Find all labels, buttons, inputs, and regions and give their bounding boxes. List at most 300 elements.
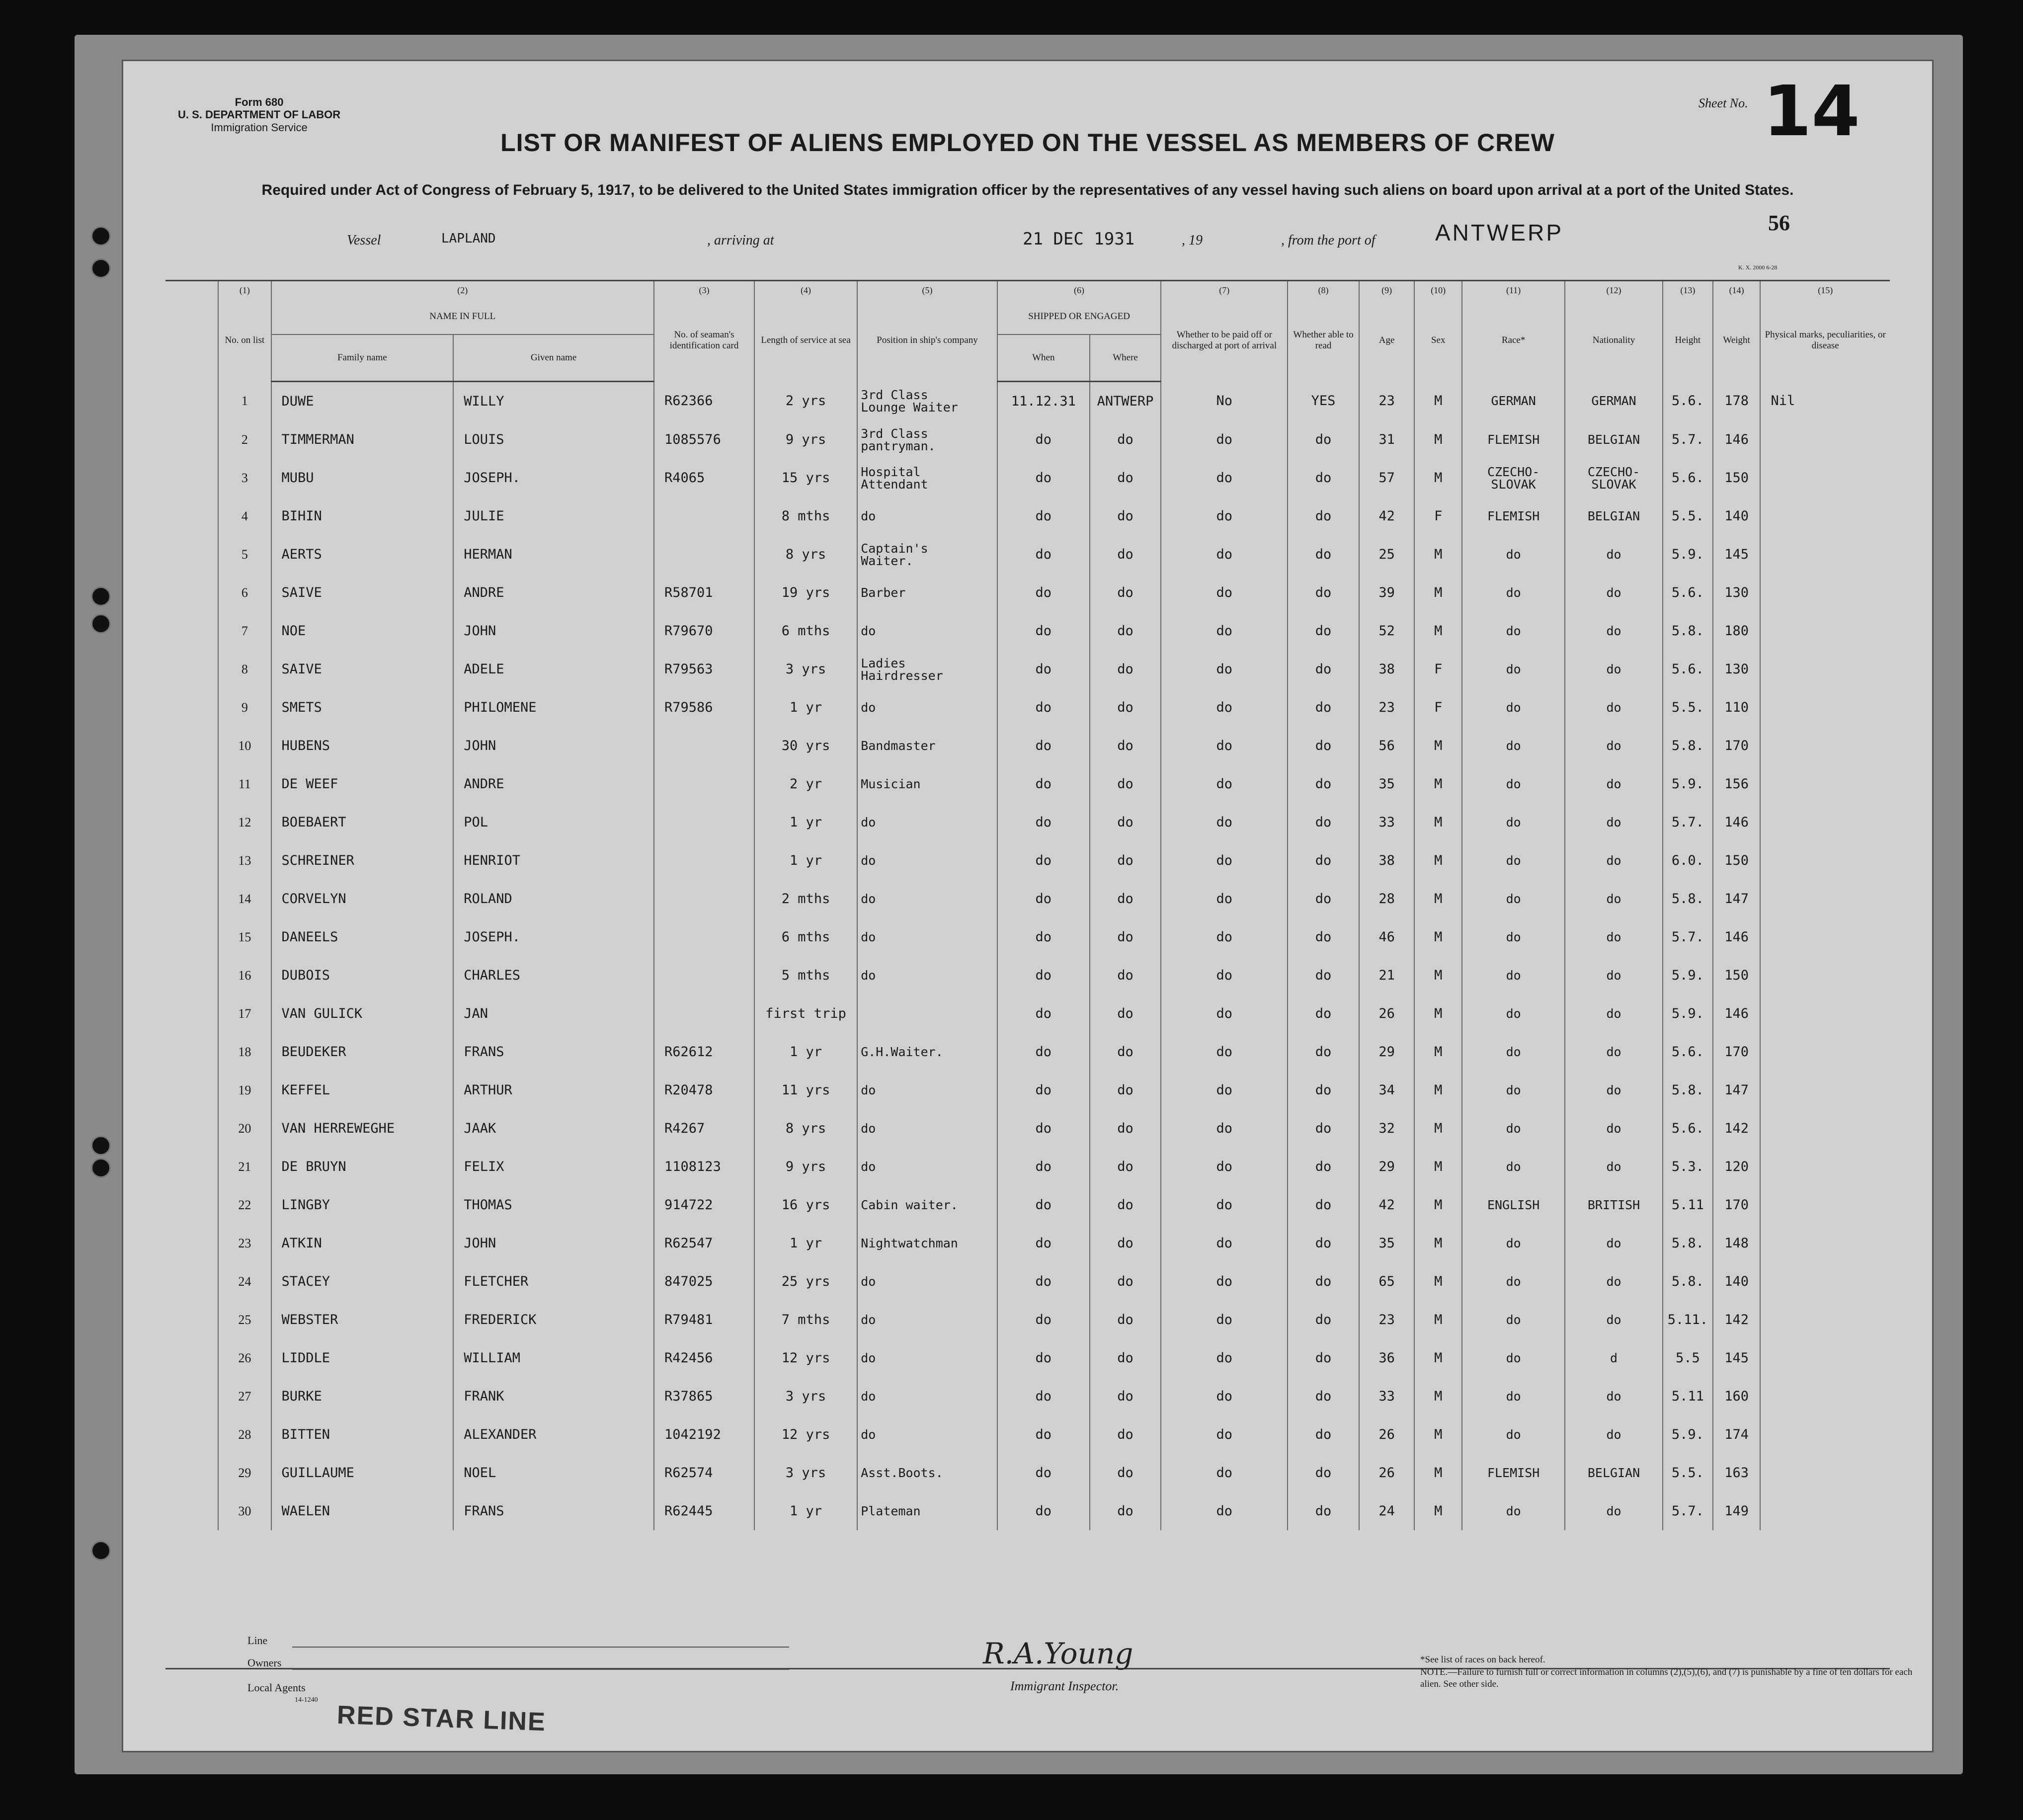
cell-read: do (1288, 1109, 1359, 1148)
cell-paid: do (1161, 574, 1288, 612)
cell-when: do (997, 918, 1090, 956)
cell-weight: 170 (1713, 1033, 1761, 1071)
races-note: *See list of races on back hereof. (1420, 1655, 1545, 1665)
cell-age: 31 (1359, 420, 1415, 459)
cell-service: first trip (754, 994, 857, 1033)
cell-nationality: do (1565, 841, 1663, 880)
cell-marks (1760, 1148, 1890, 1186)
header-nationality: Nationality (1565, 299, 1663, 382)
cell-paid: do (1161, 1415, 1288, 1454)
table-row (165, 956, 1890, 994)
table-row (165, 1186, 1890, 1224)
cell-position: Musician (857, 765, 997, 803)
cell-no: 3 (218, 459, 271, 497)
cell-race: do (1462, 1301, 1565, 1339)
cell-marks (1760, 420, 1890, 459)
col-number: (6) (997, 281, 1161, 299)
cell-age: 34 (1359, 1071, 1415, 1109)
cell-marks (1760, 918, 1890, 956)
cell-no: 20 (218, 1109, 271, 1148)
cell-marks (1760, 497, 1890, 535)
cell-nationality: do (1565, 994, 1663, 1033)
cell-weight: 180 (1713, 612, 1761, 650)
cell-weight: 146 (1713, 803, 1761, 841)
cell-family: CORVELYN (271, 880, 454, 918)
cell-paid: do (1161, 1454, 1288, 1492)
cell-age: 38 (1359, 841, 1415, 880)
cell-marks (1760, 994, 1890, 1033)
cell-age: 26 (1359, 1415, 1415, 1454)
cell-nationality: do (1565, 727, 1663, 765)
cell-no: 1 (218, 382, 271, 421)
margin-cell (165, 956, 218, 994)
cell-service: 1 yr (754, 803, 857, 841)
cell-read: do (1288, 459, 1359, 497)
cell-nationality: do (1565, 1033, 1663, 1071)
table-row (165, 612, 1890, 650)
cell-age: 25 (1359, 535, 1415, 574)
cell-height: 5.8. (1663, 1224, 1713, 1262)
cell-no: 23 (218, 1224, 271, 1262)
cell-read: do (1288, 1339, 1359, 1377)
cell-service: 19 yrs (754, 574, 857, 612)
cell-weight: 148 (1713, 1224, 1761, 1262)
cell-given: JULIE (453, 497, 654, 535)
col-number: (7) (1161, 281, 1288, 299)
cell-marks (1760, 765, 1890, 803)
cell-when: do (997, 1262, 1090, 1301)
cell-given: HERMAN (453, 535, 654, 574)
cell-paid: do (1161, 1186, 1288, 1224)
cell-read: do (1288, 1186, 1359, 1224)
header-family-name: Family name (271, 334, 454, 382)
cell-paid: do (1161, 612, 1288, 650)
cell-card: R62574 (654, 1454, 754, 1492)
table-row (165, 1033, 1890, 1071)
cell-paid: do (1161, 880, 1288, 918)
cell-service: 1 yr (754, 688, 857, 727)
cell-weight: 146 (1713, 918, 1761, 956)
cell-position: Captain's Waiter. (857, 535, 997, 574)
cell-when: do (997, 765, 1090, 803)
cell-sex: M (1414, 1339, 1462, 1377)
table-row (165, 382, 1890, 421)
cell-sex: M (1414, 574, 1462, 612)
table-row (165, 1071, 1890, 1109)
cell-service: 9 yrs (754, 1148, 857, 1186)
cell-weight: 147 (1713, 1071, 1761, 1109)
margin-cell (165, 1339, 218, 1377)
cell-card: R79670 (654, 612, 754, 650)
vessel-name: LAPLAND (441, 231, 496, 246)
cell-weight: 150 (1713, 956, 1761, 994)
cell-no: 7 (218, 612, 271, 650)
cell-read: do (1288, 535, 1359, 574)
cell-age: 38 (1359, 650, 1415, 688)
cell-card: R79586 (654, 688, 754, 727)
cell-given: FLETCHER (453, 1262, 654, 1301)
cell-card: R79481 (654, 1301, 754, 1339)
header-name-in-full: NAME IN FULL (271, 299, 654, 334)
cell-no: 10 (218, 727, 271, 765)
cell-no: 8 (218, 650, 271, 688)
cell-given: JOHN (453, 1224, 654, 1262)
cell-paid: do (1161, 956, 1288, 994)
cell-where: do (1090, 1262, 1161, 1301)
cell-card: 1042192 (654, 1415, 754, 1454)
cell-where: do (1090, 1454, 1161, 1492)
margin-cell (165, 1071, 218, 1109)
cell-family: SAIVE (271, 650, 454, 688)
cell-given: LOUIS (453, 420, 654, 459)
inspector-label: Immigrant Inspector. (1010, 1679, 1119, 1693)
table-row (165, 765, 1890, 803)
cell-when: do (997, 1339, 1090, 1377)
cell-race: do (1462, 1377, 1565, 1415)
cell-card (654, 880, 754, 918)
company-stamp: RED STAR LINE (336, 1700, 547, 1737)
col-number: (3) (654, 281, 754, 299)
cell-weight: 150 (1713, 841, 1761, 880)
column-header-row (165, 299, 1890, 334)
cell-service: 1 yr (754, 1224, 857, 1262)
cell-nationality: do (1565, 1415, 1663, 1454)
cell-given: JOSEPH. (453, 918, 654, 956)
cell-height: 5.6. (1663, 1109, 1713, 1148)
cell-age: 35 (1359, 1224, 1415, 1262)
cell-family: STACEY (271, 1262, 454, 1301)
cell-age: 29 (1359, 1148, 1415, 1186)
cell-weight: 146 (1713, 420, 1761, 459)
cell-card: 1108123 (654, 1148, 754, 1186)
cell-when: do (997, 420, 1090, 459)
cell-given: PHILOMENE (453, 688, 654, 727)
cell-paid: do (1161, 1071, 1288, 1109)
vessel-label: Vessel (347, 233, 381, 248)
cell-given: FELIX (453, 1148, 654, 1186)
margin-cell (165, 574, 218, 612)
cell-paid: do (1161, 1033, 1288, 1071)
cell-sex: M (1414, 1109, 1462, 1148)
cell-nationality: do (1565, 880, 1663, 918)
cell-when: do (997, 1071, 1090, 1109)
cell-given: JOHN (453, 727, 654, 765)
cell-weight: 170 (1713, 1186, 1761, 1224)
cell-service: 6 mths (754, 918, 857, 956)
cell-race: do (1462, 1148, 1565, 1186)
arriving-label: , arriving at (707, 233, 774, 248)
cell-paid: do (1161, 727, 1288, 765)
cell-given: POL (453, 803, 654, 841)
col-number: (9) (1359, 281, 1415, 299)
cell-where: do (1090, 1071, 1161, 1109)
cell-marks (1760, 1071, 1890, 1109)
cell-read: do (1288, 880, 1359, 918)
cell-card (654, 803, 754, 841)
cell-nationality: do (1565, 803, 1663, 841)
cell-read: do (1288, 1224, 1359, 1262)
cell-height: 5.9. (1663, 994, 1713, 1033)
margin-cell (165, 1454, 218, 1492)
cell-where: do (1090, 1339, 1161, 1377)
cell-weight: 120 (1713, 1148, 1761, 1186)
header-race: Race* (1462, 299, 1565, 382)
col-number: (11) (1462, 281, 1565, 299)
cell-read: do (1288, 1415, 1359, 1454)
cell-sex: M (1414, 727, 1462, 765)
cell-service: 1 yr (754, 1033, 857, 1071)
header-sex: Sex (1414, 299, 1462, 382)
cell-when: do (997, 1492, 1090, 1530)
cell-paid: do (1161, 1224, 1288, 1262)
cell-race: FLEMISH (1462, 497, 1565, 535)
cell-family: SMETS (271, 688, 454, 727)
cell-position: do (857, 1071, 997, 1109)
cell-when: do (997, 841, 1090, 880)
cell-no: 9 (218, 688, 271, 727)
cell-race: FLEMISH (1462, 1454, 1565, 1492)
cell-nationality: BELGIAN (1565, 420, 1663, 459)
cell-nationality: do (1565, 1071, 1663, 1109)
cell-read: do (1288, 420, 1359, 459)
cell-where: do (1090, 1033, 1161, 1071)
cell-sex: M (1414, 535, 1462, 574)
cell-nationality: do (1565, 612, 1663, 650)
cell-when: do (997, 1186, 1090, 1224)
cell-card (654, 497, 754, 535)
cell-weight: 140 (1713, 1262, 1761, 1301)
cell-family: ATKIN (271, 1224, 454, 1262)
cell-paid: do (1161, 1492, 1288, 1530)
cell-card: R42456 (654, 1339, 754, 1377)
cell-marks (1760, 880, 1890, 918)
cell-marks (1760, 1109, 1890, 1148)
cell-nationality: GERMAN (1565, 382, 1663, 421)
margin-cell (165, 765, 218, 803)
cell-family: TIMMERMAN (271, 420, 454, 459)
cell-where: do (1090, 497, 1161, 535)
cell-family: LIDDLE (271, 1339, 454, 1377)
cell-service: 1 yr (754, 1492, 857, 1530)
cell-where: do (1090, 727, 1161, 765)
table-row (165, 497, 1890, 535)
cell-height: 5.5. (1663, 688, 1713, 727)
cell-position: Asst.Boots. (857, 1454, 997, 1492)
cell-marks (1760, 459, 1890, 497)
cell-family: BURKE (271, 1377, 454, 1415)
cell-position: Nightwatchman (857, 1224, 997, 1262)
cell-race: FLEMISH (1462, 420, 1565, 459)
margin-cell (165, 420, 218, 459)
table-row (165, 1262, 1890, 1301)
cell-age: 24 (1359, 1492, 1415, 1530)
cell-paid: do (1161, 688, 1288, 727)
cell-weight: 146 (1713, 994, 1761, 1033)
table-row (165, 1301, 1890, 1339)
cell-position: do (857, 880, 997, 918)
header-where: Where (1090, 334, 1161, 382)
header-given-name: Given name (453, 334, 654, 382)
cell-height: 5.8. (1663, 880, 1713, 918)
cell-height: 5.9. (1663, 1415, 1713, 1454)
cell-no: 13 (218, 841, 271, 880)
header-physical-marks: Physical marks, peculiarities, or disease (1760, 299, 1890, 382)
cell-position: do (857, 841, 997, 880)
cell-race: do (1462, 1262, 1565, 1301)
cell-marks (1760, 650, 1890, 688)
margin-cell (165, 1415, 218, 1454)
cell-weight: 150 (1713, 459, 1761, 497)
cell-position: 3rd Class pantryman. (857, 420, 997, 459)
cell-family: LINGBY (271, 1186, 454, 1224)
cell-position: do (857, 1301, 997, 1339)
page-title: LIST OR MANIFEST OF ALIENS EMPLOYED ON THE VESSEL AS MEMBERS OF CREW (500, 129, 1555, 157)
cell-family: DE WEEF (271, 765, 454, 803)
cell-when: do (997, 1033, 1090, 1071)
cell-card (654, 994, 754, 1033)
cell-age: 26 (1359, 1454, 1415, 1492)
cell-service: 15 yrs (754, 459, 857, 497)
cell-weight: 156 (1713, 765, 1761, 803)
cell-paid: do (1161, 803, 1288, 841)
cell-service: 1 yr (754, 841, 857, 880)
cell-family: SCHREINER (271, 841, 454, 880)
table-row (165, 1339, 1890, 1377)
cell-when: do (997, 1377, 1090, 1415)
cell-where: do (1090, 1377, 1161, 1415)
cell-given: JOSEPH. (453, 459, 654, 497)
cell-read: do (1288, 1148, 1359, 1186)
page-number: 56 (1768, 211, 1790, 235)
cell-where: do (1090, 841, 1161, 880)
margin-cell (165, 1033, 218, 1071)
col-number: (10) (1414, 281, 1462, 299)
cell-when: do (997, 535, 1090, 574)
cell-position: do (857, 803, 997, 841)
cell-no: 15 (218, 918, 271, 956)
margin-cell (165, 1186, 218, 1224)
cell-given: WILLIAM (453, 1339, 654, 1377)
cell-marks (1760, 612, 1890, 650)
cell-given: FRANS (453, 1033, 654, 1071)
cell-read: do (1288, 1492, 1359, 1530)
cell-family: WAELEN (271, 1492, 454, 1530)
cell-marks (1760, 841, 1890, 880)
cell-no: 26 (218, 1339, 271, 1377)
cell-where: do (1090, 1415, 1161, 1454)
cell-position: Plateman (857, 1492, 997, 1530)
col-number: (5) (857, 281, 997, 299)
header-able-read: Whether able to read (1288, 299, 1359, 382)
cell-family: SAIVE (271, 574, 454, 612)
cell-position: 3rd Class Lounge Waiter (857, 382, 997, 421)
cell-nationality: do (1565, 1148, 1663, 1186)
binder-hole (91, 226, 111, 246)
cell-where: do (1090, 880, 1161, 918)
cell-weight: 130 (1713, 650, 1761, 688)
cell-height: 5.9. (1663, 535, 1713, 574)
cell-age: 35 (1359, 765, 1415, 803)
table-row (165, 918, 1890, 956)
table-row (165, 803, 1890, 841)
cell-read: do (1288, 612, 1359, 650)
cell-race: do (1462, 918, 1565, 956)
cell-when: do (997, 1415, 1090, 1454)
cell-sex: F (1414, 650, 1462, 688)
cell-card (654, 765, 754, 803)
cell-read: do (1288, 765, 1359, 803)
col-number: (1) (218, 281, 271, 299)
cell-height: 5.8. (1663, 727, 1713, 765)
cell-family: BITTEN (271, 1415, 454, 1454)
cell-where: do (1090, 803, 1161, 841)
cell-marks (1760, 1301, 1890, 1339)
cell-weight: 178 (1713, 382, 1761, 421)
cell-service: 3 yrs (754, 650, 857, 688)
manifest-sheet (122, 60, 1934, 1752)
cell-read: do (1288, 803, 1359, 841)
cell-sex: M (1414, 841, 1462, 880)
cell-weight: 110 (1713, 688, 1761, 727)
cell-read: do (1288, 1454, 1359, 1492)
cell-weight: 145 (1713, 1339, 1761, 1377)
cell-paid: do (1161, 497, 1288, 535)
cell-given: ANDRE (453, 765, 654, 803)
margin-cell (165, 1301, 218, 1339)
header-age: Age (1359, 299, 1415, 382)
owners-label: Owners (247, 1656, 282, 1669)
cell-no: 25 (218, 1301, 271, 1339)
margin-cell (165, 650, 218, 688)
cell-paid: do (1161, 1109, 1288, 1148)
cell-family: BIHIN (271, 497, 454, 535)
cell-given: THOMAS (453, 1186, 654, 1224)
cell-family: MUBU (271, 459, 454, 497)
cell-marks (1760, 1033, 1890, 1071)
cell-where: do (1090, 918, 1161, 956)
cell-given: HENRIOT (453, 841, 654, 880)
cell-race: CZECHO- SLOVAK (1462, 459, 1565, 497)
cell-marks (1760, 1339, 1890, 1377)
cell-card: 1085576 (654, 420, 754, 459)
cell-card: R20478 (654, 1071, 754, 1109)
crew-table-body (165, 382, 1890, 1531)
cell-sex: M (1414, 1492, 1462, 1530)
cell-race: do (1462, 574, 1565, 612)
table-row (165, 459, 1890, 497)
cell-marks (1760, 688, 1890, 727)
cell-race: do (1462, 1415, 1565, 1454)
cell-sex: M (1414, 1186, 1462, 1224)
cell-family: BOEBAERT (271, 803, 454, 841)
cell-where: do (1090, 688, 1161, 727)
cell-race: do (1462, 841, 1565, 880)
binder-hole (91, 1136, 111, 1156)
col-number: (8) (1288, 281, 1359, 299)
cell-sex: M (1414, 382, 1462, 421)
cell-service: 2 yrs (754, 382, 857, 421)
table-row (165, 1492, 1890, 1530)
cell-where: do (1090, 1148, 1161, 1186)
cell-marks (1760, 1377, 1890, 1415)
cell-nationality: do (1565, 956, 1663, 994)
cell-sex: M (1414, 803, 1462, 841)
cell-read: do (1288, 688, 1359, 727)
cell-given: WILLY (453, 382, 654, 421)
inspector-signature: R.A.Young (983, 1637, 1133, 1670)
local-agents-label: Local Agents (247, 1681, 306, 1694)
cell-weight: 174 (1713, 1415, 1761, 1454)
